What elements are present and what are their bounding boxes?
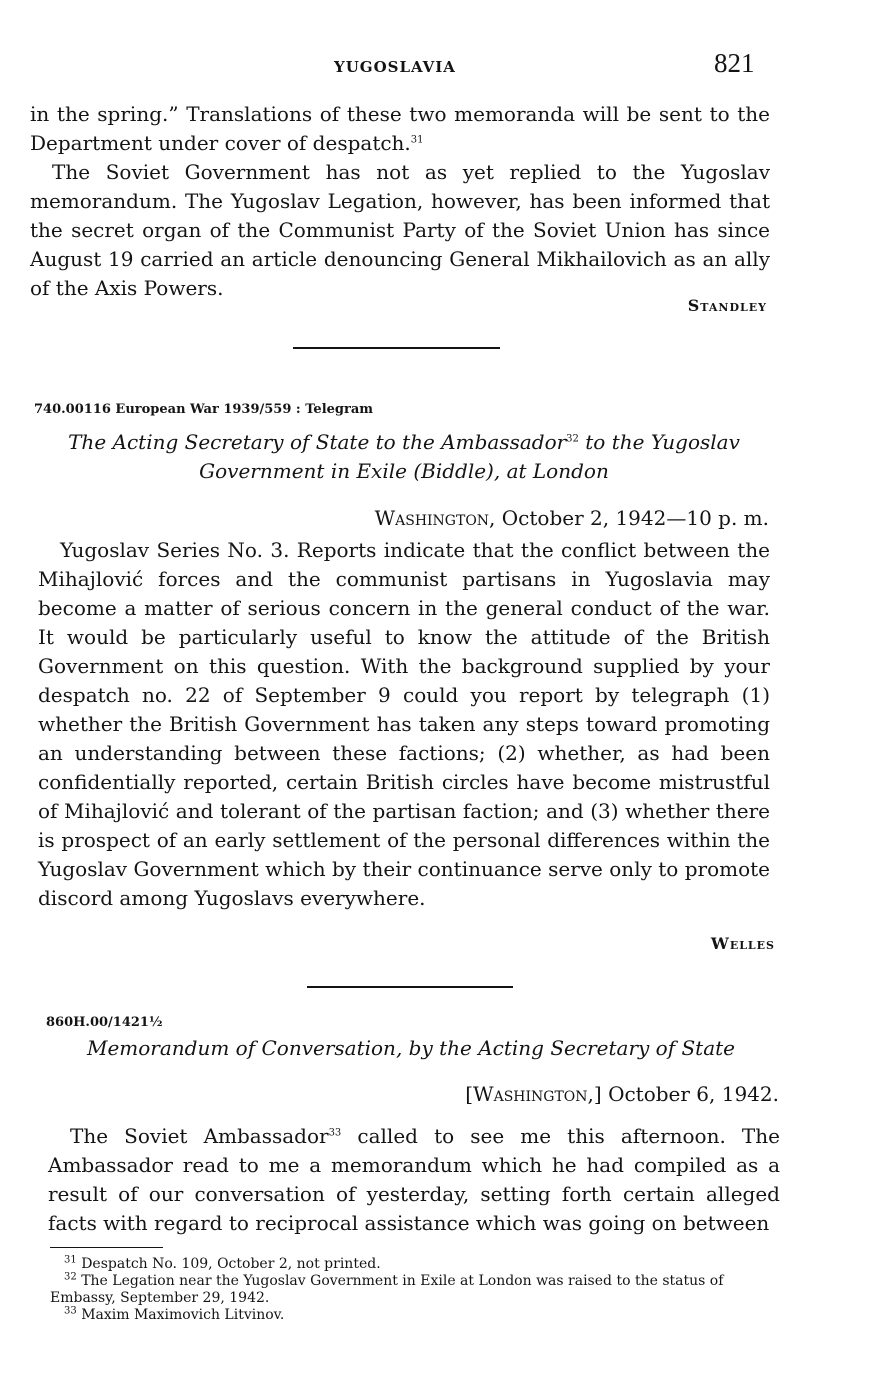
continued-text: [30, 100, 770, 303]
running-title: YUGOSLAVIA: [334, 58, 456, 76]
footnotes: [50, 1256, 790, 1324]
document-heading: [34, 428, 774, 486]
footnote-ref: 32: [566, 433, 579, 445]
heading-text: The Acting Secretary of State to the Ambassador: [68, 430, 567, 454]
footnote-divider: [50, 1247, 163, 1248]
paragraph: [48, 1122, 780, 1238]
file-reference: 860H.00/1421½: [46, 1015, 163, 1030]
dateline: [465, 1082, 779, 1106]
footnote-ref: 33: [328, 1127, 342, 1139]
signature-standley: Standley: [687, 296, 767, 315]
paragraph: [30, 100, 770, 158]
footnote: [50, 1273, 790, 1307]
section-divider: [293, 347, 500, 349]
footnote-mark: 31: [64, 1254, 77, 1266]
running-header: [0, 48, 879, 84]
memorandum-body: [48, 1122, 780, 1238]
footnote-ref: 31: [410, 134, 424, 146]
paragraph: Yugoslav Series No. 3. Reports indicate that the conflict between the Mihajlović forces and the communist partisans in Yugoslavia may become a matter of serious concern in the general conduct of the war. It would be particularly useful to know the attitude of the British Government on this question. With the background supplied by your despatch no. 22 of September 9 could you report by telegraph (1) whether the British Government has taken any steps toward promoting an understanding between these factions; (2) whether, as had been confidentially reported, certain British circles have become mistrustful of Mihajlović and tolerant of the partisan faction; and (3) whether there is prospect of an early settlement of the personal differences within the Yugoslav Government which by their continuance serve only to promote discord among Yugoslavs everywhere.: [38, 538, 770, 910]
document-heading: Memorandum of Conversation, by the Acting Secretary of State: [86, 1036, 735, 1060]
dateline-place: [Washington,]: [465, 1082, 602, 1106]
footnote-text: Maxim Maximovich Litvinov.: [81, 1307, 285, 1323]
telegram-body: [38, 536, 770, 913]
footnote-mark: 33: [64, 1305, 77, 1317]
dateline-place: Washington,: [374, 506, 496, 530]
dateline: [375, 506, 769, 530]
paragraph-text: The Soviet Ambassador: [70, 1124, 329, 1148]
footnote: [50, 1256, 790, 1273]
dateline-date: October 2, 1942—10 p. m.: [501, 506, 769, 530]
footnote: [50, 1307, 790, 1324]
file-reference: 740.00116 European War 1939/559 : Telegram: [34, 402, 374, 417]
footnote-mark: 32: [64, 1271, 77, 1283]
paragraph: The Soviet Government has not as yet replied to the Yugoslav memorandum. The Yugoslav Legation, however, has been informed that the secret organ of the Communist Party of the Soviet Union has since August 19 carried an article denouncing General Mikhailovich as an ally of the Axis Powers.: [30, 160, 770, 300]
footnote-text: The Legation near the Yugoslav Government in Exile at London was raised to the status of Embassy, September 29, 1942.: [50, 1273, 724, 1306]
paragraph-text: in the spring.” Translations of these two memoranda will be sent to the Department under cover of despatch.: [30, 102, 770, 155]
page-number: 821: [714, 48, 755, 78]
paragraph-text: called to see me this afternoon. The Ambassador read to me a memorandum which he had compiled as a result of our conversation of yesterday, setting forth certain alleged facts with regard to reciprocal assistance which was going on between: [48, 1124, 780, 1235]
dateline-date: October 6, 1942.: [608, 1082, 779, 1106]
footnote-text: Despatch No. 109, October 2, not printed.: [81, 1256, 381, 1272]
signature-welles: Welles: [710, 934, 775, 953]
heading-text: to the Yugoslav Government in Exile (Biddle), at London: [199, 430, 740, 483]
section-divider: [307, 986, 513, 988]
